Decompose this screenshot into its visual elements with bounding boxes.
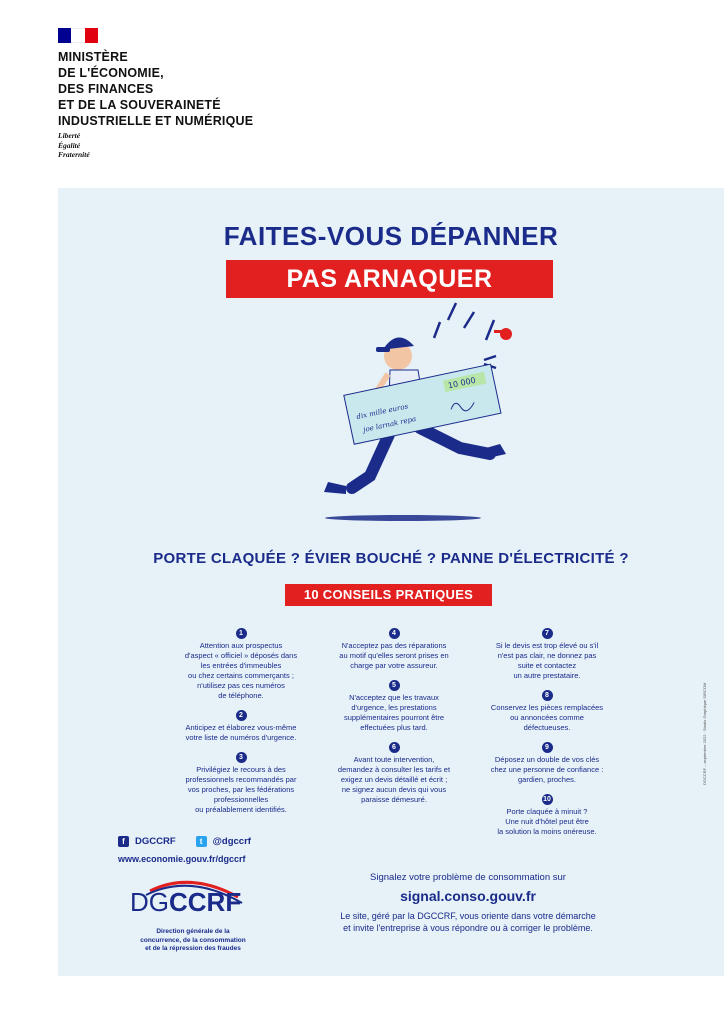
dgccrf-caption: Direction générale de la concurrence, de la consommation et de la répression des fraudes xyxy=(140,928,246,952)
website-link[interactable]: www.economie.gouv.fr/dgccrf xyxy=(118,854,246,864)
poster-question: PORTE CLAQUÉE ? ÉVIER BOUCHÉ ? PANNE D'ÉLECTRICITÉ ? xyxy=(153,550,629,567)
twitter-handle[interactable]: @dgccrf xyxy=(212,836,251,847)
tip-number: 7 xyxy=(542,628,553,639)
logo-dg: DG xyxy=(130,887,169,917)
tip-4 xyxy=(324,628,464,671)
tip-3 xyxy=(176,752,306,815)
tip-text: N'acceptez que les travaux d'urgence, les prestations supplémentaires pourront être effectuées plus tard. xyxy=(343,693,445,732)
tip-number: 8 xyxy=(542,690,553,701)
tip-text: N'acceptez pas des réparations au motif qu'elles seront prises en charge par votre assureur. xyxy=(339,641,449,670)
ministry-name: MINISTÈRE DE L'ÉCONOMIE, DES FINANCES ET DE LA SOUVERAINETÉ INDUSTRIELLE ET NUMÉRIQUE xyxy=(58,50,254,128)
tip-number: 5 xyxy=(389,680,400,691)
tip-text: Privilégiez le recours à des professionnels recommandés par vos proches, par les fédérations professionnelles ou préalablement identifiés. xyxy=(185,765,297,814)
signal-conso-block xyxy=(308,872,628,934)
tip-number: 3 xyxy=(236,752,247,763)
tips-column-1 xyxy=(176,628,306,824)
tips-column-3 xyxy=(482,628,612,846)
logo-ccrf: CCRF xyxy=(169,887,242,917)
french-flag-icon xyxy=(58,28,98,43)
tip-5 xyxy=(324,680,464,733)
dgccrf-logo xyxy=(120,873,250,933)
tip-text: Anticipez et élaborez vous-même votre liste de numéros d'urgence. xyxy=(185,723,297,742)
svg-text:dix mille euros: dix mille euros xyxy=(355,402,409,422)
tip-number: 6 xyxy=(389,742,400,753)
social-links xyxy=(118,836,251,847)
tip-number: 1 xyxy=(236,628,247,639)
conseils-label: 10 CONSEILS PRATIQUES xyxy=(285,584,492,606)
svg-text:joe larnak repa: joe larnak repa xyxy=(362,414,417,434)
tip-10 xyxy=(482,794,612,837)
tip-text: Si le devis est trop élevé ou s'il n'est pas clair, ne donnez pas suite et contactez un autre prestataire. xyxy=(495,641,599,680)
tips-column-2 xyxy=(324,628,464,814)
tools-icon xyxy=(434,303,496,368)
tip-number: 10 xyxy=(543,796,551,803)
credit-line: DGCCRF – septembre 2022 · Studio Graphique SIRCOM xyxy=(702,682,707,785)
svg-text:10 000: 10 000 xyxy=(447,375,477,391)
poster-subtitle: PAS ARNAQUER xyxy=(226,260,553,298)
tip-6 xyxy=(324,742,464,805)
tip-1 xyxy=(176,628,306,701)
tip-text: Porte claquée à minuit ? Une nuit d'hôtel peut être la solution la moins onéreuse. xyxy=(497,807,597,836)
tip-2 xyxy=(176,710,306,743)
tip-text: Conservez les pièces remplacées ou annoncées comme défectueuses. xyxy=(490,703,604,732)
running-repairman-illustration xyxy=(288,298,518,533)
tip-9 xyxy=(482,742,612,785)
facebook-handle[interactable]: DGCCRF xyxy=(135,836,176,847)
tip-7 xyxy=(482,628,612,681)
tip-number: 9 xyxy=(542,742,553,753)
facebook-icon[interactable]: f xyxy=(118,836,129,847)
signal-description: Le site, géré par la DGCCRF, vous oriente dans votre démarche et invite l'entreprise à vous répondre ou à corriger le problème. xyxy=(340,911,596,933)
tip-text: Déposez un double de vos clés chez une personne de confiance : gardien, proches. xyxy=(490,755,604,784)
poster-title: FAITES-VOUS DÉPANNER xyxy=(223,221,559,251)
tip-text: Avant toute intervention, demandez à consulter les tarifs et exigez un devis détaillé et écrit ; ne signez aucun devis qui vous paraisse démesuré. xyxy=(337,755,451,804)
signal-text: Signalez votre problème de consommation sur xyxy=(370,872,566,883)
twitter-icon[interactable]: t xyxy=(196,836,207,847)
signal-url-link[interactable]: signal.conso.gouv.fr xyxy=(400,888,536,904)
tip-8 xyxy=(482,690,612,733)
plunger-icon xyxy=(500,328,512,340)
tip-number: 4 xyxy=(389,628,400,639)
tip-text: Attention aux prospectus d'aspect « officiel » déposés dans les entrées d'immeubles ou chez certains commerçants ; n'utilisez pas ces numéros de téléphone. xyxy=(184,641,298,700)
poster-panel xyxy=(58,188,724,976)
tip-number: 2 xyxy=(236,710,247,721)
republic-motto: Liberté Égalité Fraternité xyxy=(58,131,90,159)
